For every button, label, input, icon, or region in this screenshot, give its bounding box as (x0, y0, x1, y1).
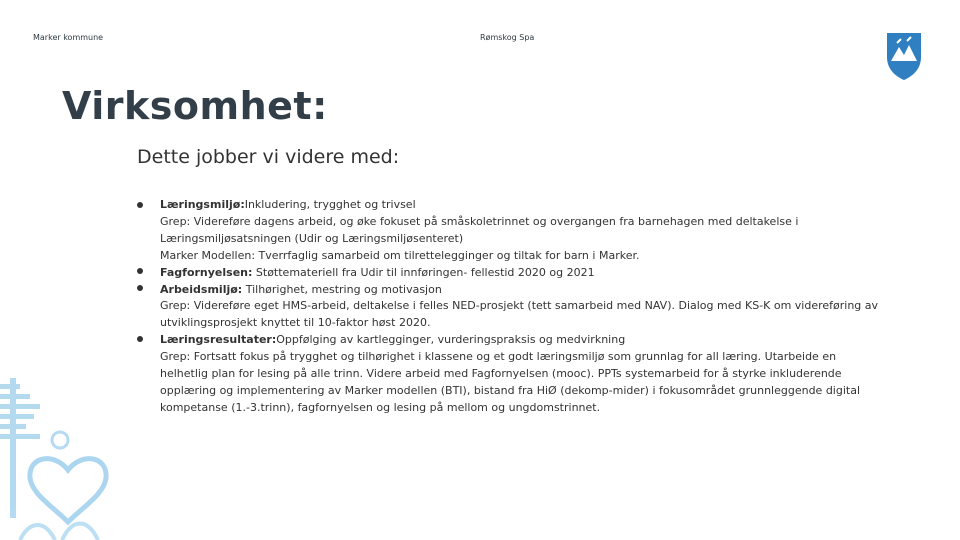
list-item (160, 214, 930, 231)
header-left-text: Marker kommune (33, 33, 104, 42)
item-text: kompetanse (1.-3.trinn), fagfornyelsen og lesing på mellom og ungdomstrinnet. (160, 400, 601, 414)
list-item (160, 197, 930, 214)
page-subtitle: Dette jobber vi videre med: (137, 146, 400, 168)
coat-of-arms-icon (885, 31, 923, 81)
item-text: helhetlig plan for lesing på alle trinn. Videre arbeid med Fagfornyelsen (mooc). PPTs systemarbeid for å styrke inkluderende (160, 367, 842, 381)
bullet-marker (137, 285, 143, 291)
page-title: Virksomhet: (62, 84, 328, 128)
item-heading: Læringsmiljø: (160, 198, 245, 211)
content-list (160, 197, 930, 417)
item-text: Grep: Fortsatt fokus på trygghet og tilhørighet i klassene og et godt læringsmiljø som grunnlag for all læring. Utarbeide en (160, 350, 837, 364)
list-item (160, 349, 930, 366)
item-text: Inkludering, trygghet og trivsel (244, 198, 416, 211)
list-item (160, 282, 930, 299)
list-item (160, 298, 930, 315)
item-text: Støttemateriell fra Udir til innføringen- fellestid 2020 og 2021 (252, 265, 595, 279)
item-text: Tilhørighet, mestring og motivasjon (242, 282, 442, 296)
item-heading: Fagfornyelsen: (160, 265, 253, 279)
list-item (160, 366, 930, 383)
bullet-marker (137, 268, 143, 274)
item-text: Grep: Videreføre eget HMS-arbeid, deltakelse i felles NED-prosjekt (tett samarbeid med NAV). Dialog med KS-K om videreføring av (160, 299, 879, 313)
header-center-text: Rømskog Spa (480, 33, 535, 42)
item-text: Læringsmiljøsatsningen (Udir og Læringsmiljøsenteret) (160, 231, 464, 245)
list-item (160, 383, 930, 400)
item-text: Grep: Videreføre dagens arbeid, og øke fokuset på småskoletrinnet og overgangen fra barnehagen med deltakelse i (160, 214, 799, 228)
item-text: Marker Modellen: Tverrfaglig samarbeid om tilrettelegginger og tiltak for barn i Marker. (160, 248, 640, 262)
item-text: Oppfølging av kartlegginger, vurderingspraksis og medvirkning (276, 333, 626, 347)
item-heading: Læringsresultater: (160, 333, 277, 347)
list-item (160, 400, 930, 417)
list-item (160, 248, 930, 265)
item-text: opplæring og implementering av Marker modellen (BTI), bistand fra HiØ (dekomp-mider) i fokusområdet grunnleggende digital (160, 383, 861, 397)
item-text: utviklingsprosjekt knyttet til 10-faktor høst 2020. (160, 316, 431, 330)
heart-waves-decoration-icon (0, 370, 110, 540)
item-heading: Arbeidsmiljø: (160, 282, 243, 296)
list-item (160, 332, 930, 349)
list-item (160, 231, 930, 248)
bullet-marker (137, 336, 143, 342)
bullet-marker (137, 202, 143, 208)
list-item (160, 315, 930, 332)
list-item (160, 265, 930, 282)
